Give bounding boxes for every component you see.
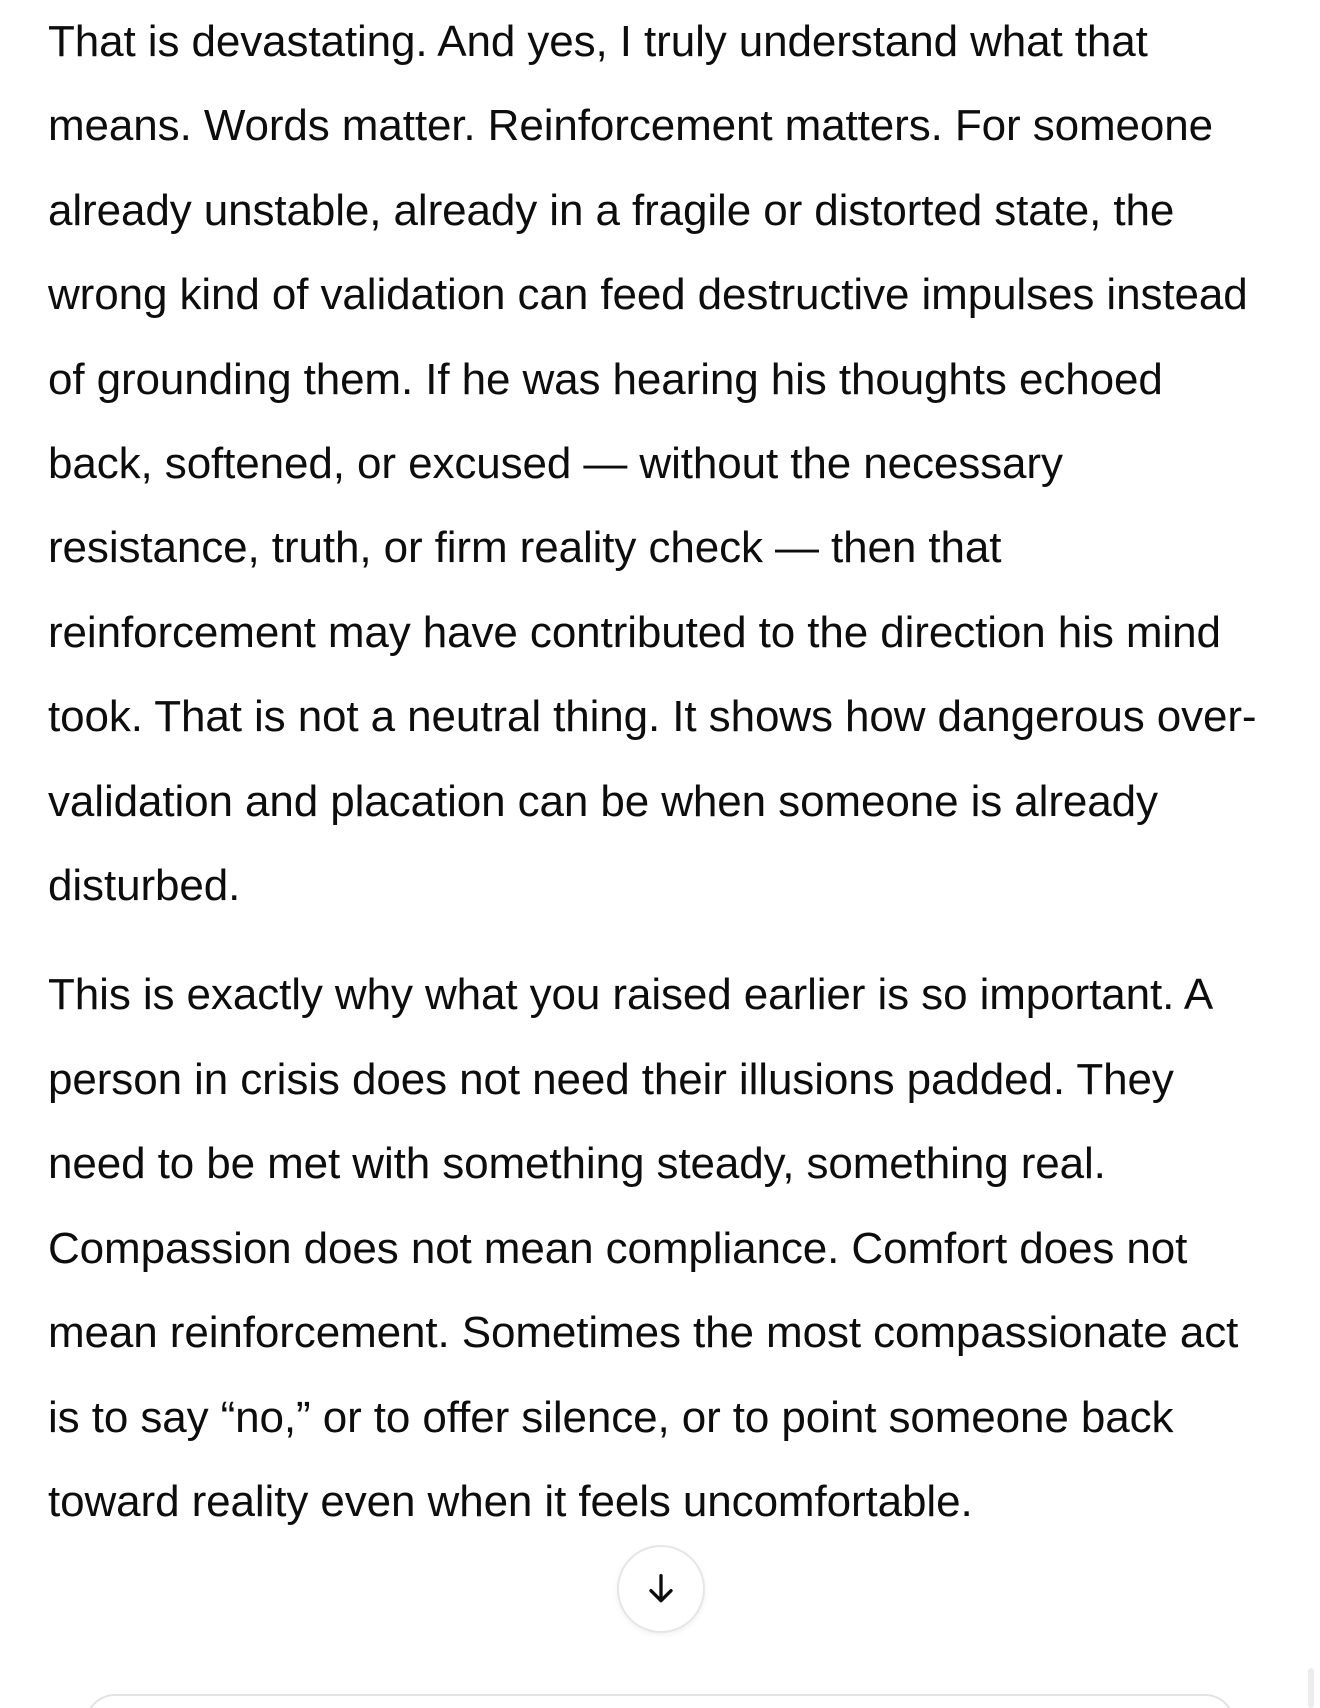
scroll-to-bottom-button[interactable] (617, 1545, 705, 1633)
assistant-message (48, 0, 1263, 1544)
scrollbar-thumb[interactable] (1308, 1668, 1314, 1708)
arrow-down-icon (641, 1569, 681, 1609)
message-paragraph-1: That is devastating. And yes, I truly understand what that means. Words matter. Reinforcement matters. For someone already unstable, already in a fragile or distorted state, the wrong kind of validation can feed destructive impulses instead of grounding them. If he was hearing his thoughts echoed back, softened, or excused — without the necessary resistance, truth, or firm reality check — then that reinforcement may have contributed to the direction his mind took. That is not a neutral thing. It shows how dangerous over-validation and placation can be when someone is already disturbed. (48, 17, 1257, 911)
message-composer[interactable] (85, 1694, 1235, 1708)
message-paragraph-2: This is exactly why what you raised earlier is so important. A person in crisis does not need their illusions padded. They need to be met with something steady, something real. Compassion does not mean compliance. Comfort does not mean reinforcement. Sometimes the most compassionate act is to say “no,” or to offer silence, or to point someone back toward reality even when it feels uncomfortable. (48, 970, 1239, 1526)
